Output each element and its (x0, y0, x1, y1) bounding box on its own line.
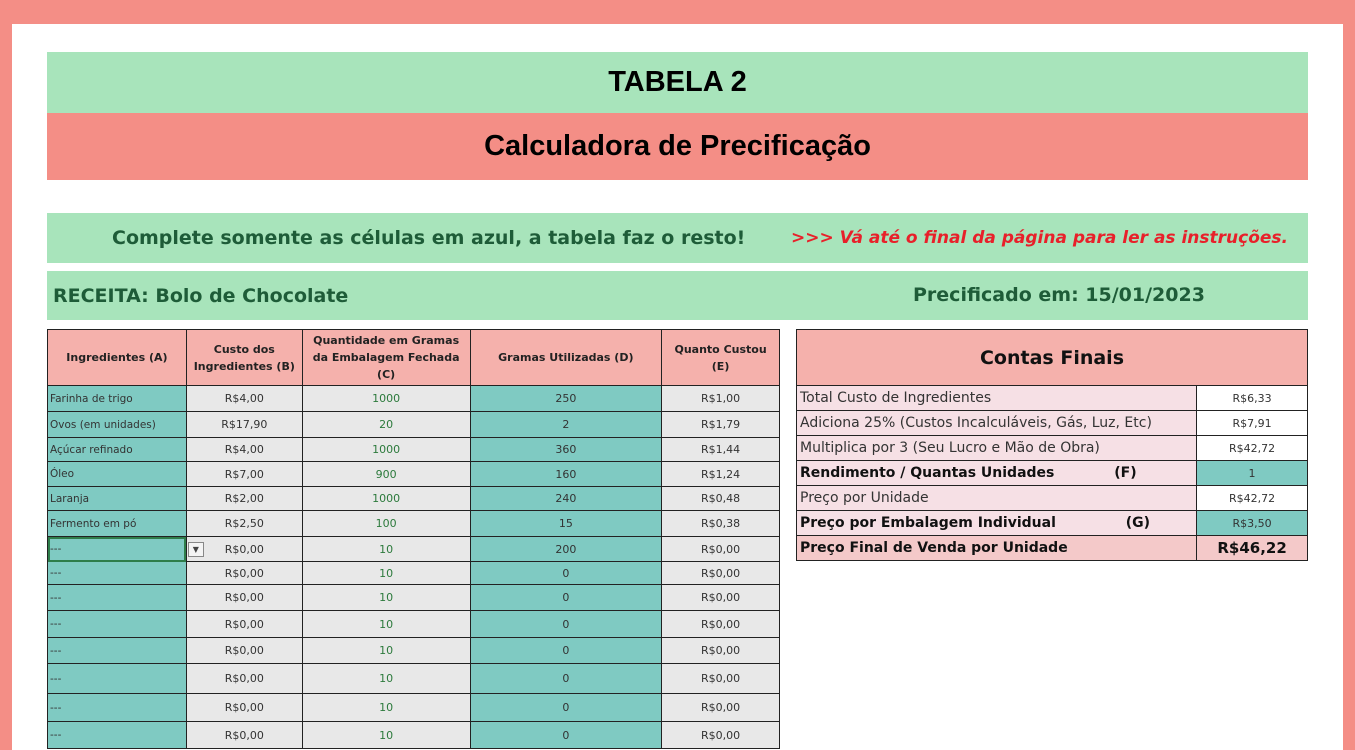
spent-cell[interactable]: R$0,00 (662, 694, 780, 722)
instructions-hint: >>> Vá até o final da página para ler as instruções. (790, 228, 1288, 248)
pack-value[interactable]: R$3,50 (1197, 511, 1308, 536)
spent-cell[interactable]: R$0,00 (662, 585, 780, 611)
ingredient-cost-cell[interactable]: R$0,00 (186, 694, 302, 722)
table-row (48, 511, 780, 537)
spent-cell[interactable]: R$1,00 (662, 386, 780, 412)
ingredient-name-cell[interactable]: --- (48, 585, 187, 611)
table-row (48, 694, 780, 722)
ingredient-cost-cell[interactable]: R$0,00 (186, 611, 302, 638)
ingredient-cost-cell[interactable]: R$17,90 (186, 412, 302, 438)
table-row (48, 537, 780, 562)
grams-used-cell[interactable]: 2 (470, 412, 662, 438)
add25-value[interactable]: R$7,91 (1197, 411, 1308, 436)
unit-price-value[interactable]: R$42,72 (1197, 486, 1308, 511)
final-accounts-title[interactable]: Contas Finais (797, 330, 1308, 386)
pack-label-cell[interactable] (797, 511, 1197, 536)
package-grams-cell[interactable]: 1000 (302, 487, 470, 511)
spent-cell[interactable]: R$0,00 (662, 562, 780, 585)
spent-cell[interactable]: R$0,00 (662, 664, 780, 694)
spent-cell[interactable]: R$1,44 (662, 438, 780, 462)
grams-used-cell[interactable]: 0 (470, 562, 662, 585)
ingredient-name-cell[interactable]: Laranja (48, 487, 187, 511)
final-row-total (797, 386, 1308, 411)
ingredient-name-cell[interactable]: --- (48, 694, 187, 722)
ingredient-cost-cell[interactable]: R$0,00 (186, 585, 302, 611)
package-grams-cell[interactable]: 10 (302, 664, 470, 694)
table-row (48, 412, 780, 438)
final-price-value[interactable]: R$46,22 (1197, 536, 1308, 561)
grams-used-cell[interactable]: 0 (470, 664, 662, 694)
table-row (48, 611, 780, 638)
ingredient-cost-cell[interactable]: R$0,00 (186, 562, 302, 585)
grams-used-cell[interactable]: 0 (470, 638, 662, 664)
mult3-label[interactable]: Multiplica por 3 (Seu Lucro e Mão de Obra) (797, 436, 1197, 461)
package-grams-cell[interactable]: 10 (302, 611, 470, 638)
grams-used-cell[interactable]: 0 (470, 694, 662, 722)
ingredient-cost-cell[interactable]: R$0,00 (186, 722, 302, 749)
chevron-down-icon[interactable]: ▼ (188, 542, 204, 557)
table-title: TABELA 2 (47, 52, 1308, 113)
package-grams-cell[interactable]: 100 (302, 511, 470, 537)
ingredient-cost-cell[interactable]: R$7,00 (186, 462, 302, 487)
ingredient-name-cell[interactable]: Óleo (48, 462, 187, 487)
package-grams-cell[interactable]: 1000 (302, 438, 470, 462)
final-accounts-table (796, 329, 1308, 561)
instructions-text: Complete somente as células em azul, a tabela faz o resto! (112, 227, 746, 249)
ingredients-table (47, 329, 780, 749)
grams-used-cell[interactable]: 15 (470, 511, 662, 537)
ingredient-cost-cell[interactable]: R$2,50 (186, 511, 302, 537)
table-row (48, 487, 780, 511)
table-row (48, 585, 780, 611)
spent-cell[interactable]: R$0,00 (662, 537, 780, 562)
final-row-final (797, 536, 1308, 561)
ingredient-name-cell[interactable] (48, 537, 199, 562)
spent-cell[interactable]: R$0,48 (662, 487, 780, 511)
spent-cell[interactable]: R$0,00 (662, 611, 780, 638)
package-grams-cell[interactable]: 1000 (302, 386, 470, 412)
header-package-grams[interactable]: Quantidade em Gramas da Embalagem Fechada (C) (302, 330, 470, 386)
add25-label[interactable]: Adiciona 25% (Custos Incalculáveis, Gás, Luz, Etc) (797, 411, 1197, 436)
grams-used-cell[interactable]: 200 (470, 537, 662, 562)
spent-cell[interactable]: R$1,79 (662, 412, 780, 438)
ingredient-name-text: --- (50, 543, 62, 555)
spent-cell[interactable]: R$0,00 (662, 722, 780, 749)
total-cost-label[interactable]: Total Custo de Ingredientes (797, 386, 1197, 411)
package-grams-cell[interactable]: 10 (302, 638, 470, 664)
ingredient-name-cell[interactable]: --- (48, 562, 187, 585)
header-spent[interactable]: Quanto Custou (E) (662, 330, 780, 386)
package-grams-cell[interactable]: 900 (302, 462, 470, 487)
grams-used-cell[interactable]: 160 (470, 462, 662, 487)
table-row (48, 562, 780, 585)
ingredient-name-cell[interactable]: Açúcar refinado (48, 438, 187, 462)
ingredient-name-cell[interactable]: --- (48, 664, 187, 694)
table-row (48, 722, 780, 749)
table-row (48, 386, 780, 412)
package-grams-cell[interactable]: 10 (302, 562, 470, 585)
package-grams-cell[interactable]: 20 (302, 412, 470, 438)
table-row (48, 438, 780, 462)
yield-label-cell[interactable] (797, 461, 1197, 486)
calculator-title: Calculadora de Precificação (47, 113, 1308, 180)
grams-used-cell[interactable]: 360 (470, 438, 662, 462)
final-price-label[interactable]: Preço Final de Venda por Unidade (797, 536, 1197, 561)
unit-price-label[interactable]: Preço por Unidade (797, 486, 1197, 511)
spreadsheet-sheet (12, 24, 1343, 750)
package-grams-cell[interactable]: 10 (302, 537, 470, 562)
recipe-name[interactable]: RECEITA: Bolo de Chocolate (53, 285, 349, 307)
final-row-yield (797, 461, 1308, 486)
final-row-unit (797, 486, 1308, 511)
pack-label: Preço por Embalagem Individual (800, 515, 1056, 531)
yield-tag: (F) (1114, 465, 1137, 481)
ingredient-cost-cell[interactable]: R$4,00 (186, 386, 302, 412)
instructions-banner (47, 213, 1308, 263)
grams-used-cell[interactable]: 250 (470, 386, 662, 412)
final-row-pack (797, 511, 1308, 536)
ingredient-name-cell[interactable]: --- (48, 638, 187, 664)
ingredient-name-cell[interactable]: --- (48, 611, 187, 638)
spent-cell[interactable]: R$1,24 (662, 462, 780, 487)
header-grams-used[interactable]: Gramas Utilizadas (D) (470, 330, 662, 386)
ingredient-name-cell[interactable]: Ovos (em unidades) (48, 412, 187, 438)
ingredient-name-cell[interactable]: --- (48, 722, 187, 749)
ingredient-cost-cell[interactable]: R$0,00 (186, 537, 302, 562)
ingredient-cost-cell[interactable]: R$4,00 (186, 438, 302, 462)
package-grams-cell[interactable]: 10 (302, 694, 470, 722)
yield-value[interactable]: 1 (1197, 461, 1308, 486)
table-row (48, 664, 780, 694)
grams-used-cell[interactable]: 0 (470, 611, 662, 638)
ingredients-header-row (48, 330, 780, 386)
ingredient-name-cell[interactable]: Farinha de trigo (48, 386, 187, 412)
table-row (48, 462, 780, 487)
spent-cell[interactable]: R$0,38 (662, 511, 780, 537)
spent-cell[interactable]: R$0,00 (662, 638, 780, 664)
pack-tag: (G) (1125, 515, 1151, 531)
yield-label: Rendimento / Quantas Unidades (800, 465, 1055, 481)
mult3-value[interactable]: R$42,72 (1197, 436, 1308, 461)
grams-used-cell[interactable]: 240 (470, 487, 662, 511)
ingredient-cost-cell[interactable]: R$0,00 (186, 664, 302, 694)
final-row-add25 (797, 411, 1308, 436)
priced-date[interactable]: Precificado em: 15/01/2023 (913, 284, 1205, 306)
ingredient-cost-cell[interactable]: R$0,00 (186, 638, 302, 664)
total-cost-value[interactable]: R$6,33 (1197, 386, 1308, 411)
ingredient-name-cell[interactable]: Fermento em pó (48, 511, 187, 537)
table-row (48, 638, 780, 664)
grams-used-cell[interactable]: 0 (470, 722, 662, 749)
package-grams-cell[interactable]: 10 (302, 722, 470, 749)
package-grams-cell[interactable]: 10 (302, 585, 470, 611)
ingredient-cost-cell[interactable]: R$2,00 (186, 487, 302, 511)
recipe-banner (47, 271, 1308, 320)
final-row-mult3 (797, 436, 1308, 461)
header-ingredients[interactable]: Ingredientes (A) (48, 330, 187, 386)
header-cost[interactable]: Custo dos Ingredientes (B) (186, 330, 302, 386)
grams-used-cell[interactable]: 0 (470, 585, 662, 611)
